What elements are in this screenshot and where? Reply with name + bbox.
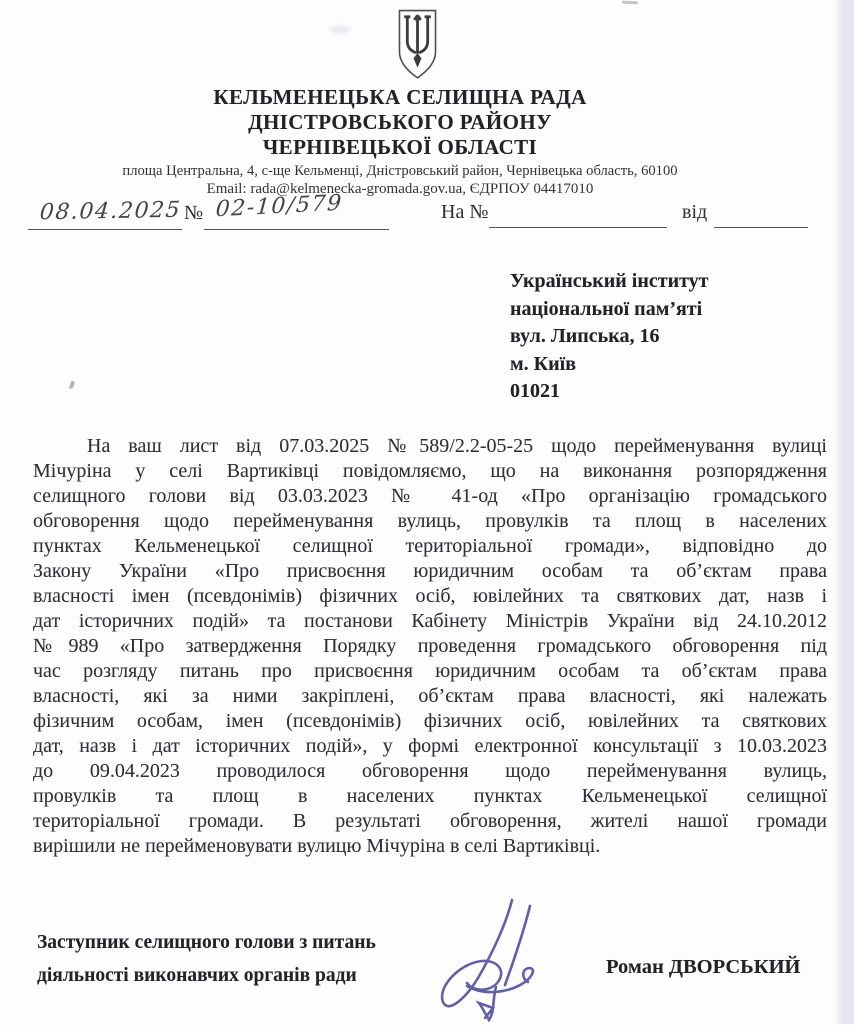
ukrainian-trident-emblem (394, 8, 441, 87)
org-address: площа Центральна, 4, с-ще Кельменці, Дністровський район, Чернівецька область, 60100 (122, 163, 678, 179)
scanner-edge-band (832, 0, 854, 1024)
body-line: фізичним особам, імен (псевдонімів) фізичних осіб, ювілейних та святкових (33, 710, 827, 732)
org-name-line3: ЧЕРНІВЕЦЬКОЇ ОБЛАСТІ (262, 135, 538, 159)
scan-artifact (69, 381, 75, 390)
body-line: селищного голови від 03.03.2023 № 41-од «Про організацію громадського (33, 485, 827, 507)
recipient-line: Український інститут (510, 270, 709, 292)
body-line: провулків та площ в населених пунктах Кельменецької селищної (33, 785, 827, 807)
reply-from-label: від (682, 201, 708, 223)
recipient-line: національної пам’яті (510, 297, 703, 320)
body-line: власності імен (псевдонімів) фізичних осіб, ювілейних та святкових дат, назв і (33, 585, 827, 607)
body-line: власності, які за ними закріплені, об’єктам права власності, які належать (33, 685, 827, 707)
body-line: пунктах Кельменецької селищної територіальної громади», відповідно до (33, 535, 827, 557)
org-email-edrpou: Email: rada@kelmenecka-gromada.gov.ua, ЄДРПОУ 04417010 (206, 181, 594, 197)
handwritten-signature (426, 892, 558, 1029)
scan-artifact (622, 1, 638, 5)
org-name-line2: ДНІСТРОВСЬКОГО РАЙОНУ (248, 110, 552, 134)
signature-icon (426, 892, 558, 1024)
body-line: №989 «Про затвердження Порядку проведення громадського обговорення під (33, 635, 827, 657)
body-line: вирішили не перейменовувати вулицю Мічуріна в селі Вартиківці. (33, 835, 601, 857)
date-underline (28, 229, 182, 230)
scan-artifact (330, 26, 350, 33)
body-line: час розгляду питань про присвоєння юридичним особам та об’єктам права (33, 660, 827, 682)
letter-body (33, 434, 827, 859)
org-name-line1: КЕЛЬМЕНЕЦЬКА СЕЛИЩНА РАДА (213, 85, 587, 109)
recipient-block (510, 268, 708, 406)
reply-to-number-label: На № (441, 201, 489, 223)
trident-icon (394, 8, 441, 82)
body-line: територіальної громади. В результаті обговорення, жителі нашої громади (33, 810, 827, 832)
signer-title-line2: діяльності виконавчих органів ради (37, 965, 357, 986)
body-line: обговорення щодо перейменування вулиць, провулків та площ в населених (33, 510, 827, 532)
body-line: Закону України «Про присвоєння юридичним особам та об’єктам права (33, 560, 827, 582)
body-line: дат історичних подій» та постанови Кабінету Міністрів України від 24.10.2012 (33, 610, 827, 632)
body-line: На ваш лист від 07.03.2025 №589/2.2-05-25 щодо перейменування вулиці (87, 435, 827, 457)
reply-from-underline (714, 227, 808, 228)
recipient-line: вул. Липська, 16 (510, 325, 660, 348)
recipient-line: м. Київ (510, 352, 577, 375)
body-line: дат, назв і дат історичних подій», у формі електронної консультації з 10.03.2023 (33, 735, 827, 757)
recipient-line: 01021 (510, 380, 560, 403)
reply-number-underline (489, 227, 667, 228)
signer-title-line1: Заступник селищного голови з питань (37, 932, 376, 953)
number-sign-label: № (184, 202, 204, 224)
body-line: до 09.04.2023 проводилося обговорення щодо перейменування вулиць, (33, 760, 827, 782)
body-line: Мічуріна у селі Вартиківці повідомляємо, що на виконання розпорядження (33, 460, 827, 482)
handwritten-outgoing-number: 02-10/579 (214, 190, 344, 223)
signer-name: Роман ДВОРСЬКИЙ (606, 956, 801, 978)
number-underline (204, 229, 389, 230)
handwritten-date: 08.04.2025 (38, 197, 183, 226)
